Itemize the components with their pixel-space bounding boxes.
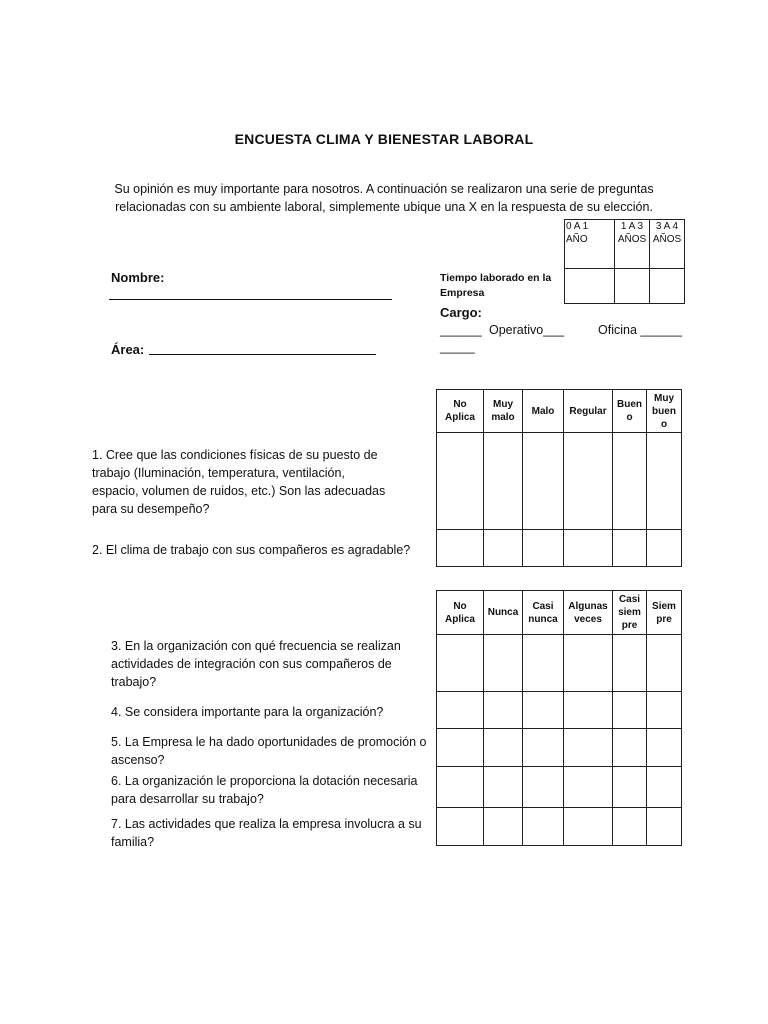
answer-cell[interactable] [484, 692, 523, 729]
answer-cell[interactable] [647, 433, 682, 530]
answer-cell[interactable] [613, 729, 647, 767]
answer-cell[interactable] [647, 729, 682, 767]
table-row [437, 767, 682, 808]
answer-cell[interactable] [484, 729, 523, 767]
answer-cell[interactable] [613, 530, 647, 567]
question-5: 5. La Empresa le ha dado oportunidades de promoción o ascenso? [111, 735, 427, 767]
question-3: 3. En la organización con qué frecuencia se realizan actividades de integración con sus compañeros de trabajo? [111, 639, 401, 689]
cargo-blank-2[interactable]: _____ [440, 340, 475, 354]
answer-cell[interactable] [647, 635, 682, 692]
question-2: 2. El clima de trabajo con sus compañeros es agradable? [92, 543, 411, 557]
area-label: Área: [111, 342, 145, 357]
survey-title: ENCUESTA CLIMA Y BIENESTAR LABORAL [234, 131, 534, 147]
table-row [437, 530, 682, 567]
answer-cell[interactable] [484, 433, 523, 530]
area-line[interactable] [149, 354, 376, 355]
intro-text [100, 180, 668, 216]
answer-cell[interactable] [437, 433, 484, 530]
answer-cell[interactable] [437, 729, 484, 767]
answer-cell[interactable] [484, 808, 523, 846]
rating-table-quality [436, 389, 682, 567]
tenure-label: Tiempo laborado en la Empresa [440, 272, 552, 299]
answer-cell[interactable] [523, 433, 564, 530]
header-regular: Regular [564, 390, 613, 433]
answer-cell[interactable] [437, 635, 484, 692]
intro-line-1: Su opinión es muy importante para nosotros. A continuación se realizaron una serie de preguntas [114, 182, 654, 196]
header-casi-siempre: Casi siem pre [613, 591, 647, 635]
answer-cell[interactable] [647, 767, 682, 808]
intro-line-2: relacionadas con su ambiente laboral, simplemente ubique una X en la respuesta de su elección. [115, 200, 653, 214]
answer-cell[interactable] [647, 530, 682, 567]
table-row [437, 692, 682, 729]
answer-cell[interactable] [564, 692, 613, 729]
tenure-box-1-3[interactable] [615, 269, 650, 304]
tenure-col-3-4: 3 A 4 AÑOS [650, 220, 685, 269]
tenure-table [564, 219, 685, 304]
table-row [437, 808, 682, 846]
answer-cell[interactable] [523, 692, 564, 729]
header-muy-malo: Muy malo [484, 390, 523, 433]
question-1: 1. Cree que las condiciones físicas de su puesto de trabajo (Iluminación, temperatura, ventilación, espacio, volumen de ruidos, etc.) Son las adecuadas para su desempeño? [92, 448, 386, 516]
answer-cell[interactable] [613, 808, 647, 846]
answer-cell[interactable] [647, 808, 682, 846]
answer-cell[interactable] [564, 729, 613, 767]
table-row [437, 729, 682, 767]
header-algunas-veces: Algunas veces [564, 591, 613, 635]
tenure-box-0-1[interactable] [565, 269, 615, 304]
answer-cell[interactable] [564, 433, 613, 530]
answer-cell[interactable] [564, 530, 613, 567]
tenure-col-1-3: 1 A 3 AÑOS [615, 220, 650, 269]
answer-cell[interactable] [523, 767, 564, 808]
nombre-label: Nombre: [111, 270, 165, 285]
answer-cell[interactable] [484, 530, 523, 567]
header-nunca: Nunca [484, 591, 523, 635]
header-siempre: Siem pre [647, 591, 682, 635]
header-casi-nunca: Casi nunca [523, 591, 564, 635]
header-no-aplica: No Aplica [437, 390, 484, 433]
tenure-col-0-1: 0 A 1 AÑO [565, 220, 615, 269]
nombre-line[interactable] [109, 299, 392, 300]
answer-cell[interactable] [523, 635, 564, 692]
answer-cell[interactable] [437, 808, 484, 846]
header-no-aplica: No Aplica [437, 591, 484, 635]
answer-cell[interactable] [484, 635, 523, 692]
rating-table-frequency [436, 590, 682, 846]
table-row [437, 433, 682, 530]
answer-cell[interactable] [613, 433, 647, 530]
cargo-blank-1[interactable]: ______ [440, 323, 482, 337]
answer-cell[interactable] [523, 729, 564, 767]
answer-cell[interactable] [437, 692, 484, 729]
answer-cell[interactable] [613, 767, 647, 808]
question-6: 6. La organización le proporciona la dotación necesaria para desarrollar su trabajo? [111, 774, 418, 806]
answer-cell[interactable] [523, 530, 564, 567]
header-muy-bueno: Muy buen o [647, 390, 682, 433]
answer-cell[interactable] [523, 808, 564, 846]
answer-cell[interactable] [613, 692, 647, 729]
answer-cell[interactable] [564, 808, 613, 846]
header-malo: Malo [523, 390, 564, 433]
answer-cell[interactable] [564, 635, 613, 692]
answer-cell[interactable] [564, 767, 613, 808]
cargo-operativo[interactable]: Operativo___ [489, 323, 565, 337]
cargo-label: Cargo: [440, 305, 482, 320]
answer-cell[interactable] [437, 767, 484, 808]
answer-cell[interactable] [647, 692, 682, 729]
answer-cell[interactable] [484, 767, 523, 808]
tenure-box-3-4[interactable] [650, 269, 685, 304]
answer-cell[interactable] [437, 530, 484, 567]
answer-cell[interactable] [613, 635, 647, 692]
table-row [437, 635, 682, 692]
question-4: 4. Se considera importante para la organización? [111, 705, 384, 719]
header-bueno: Buen o [613, 390, 647, 433]
cargo-options [440, 323, 700, 340]
question-7: 7. Las actividades que realiza la empresa involucra a su familia? [111, 817, 422, 849]
cargo-oficina[interactable]: Oficina ______ [598, 323, 683, 337]
